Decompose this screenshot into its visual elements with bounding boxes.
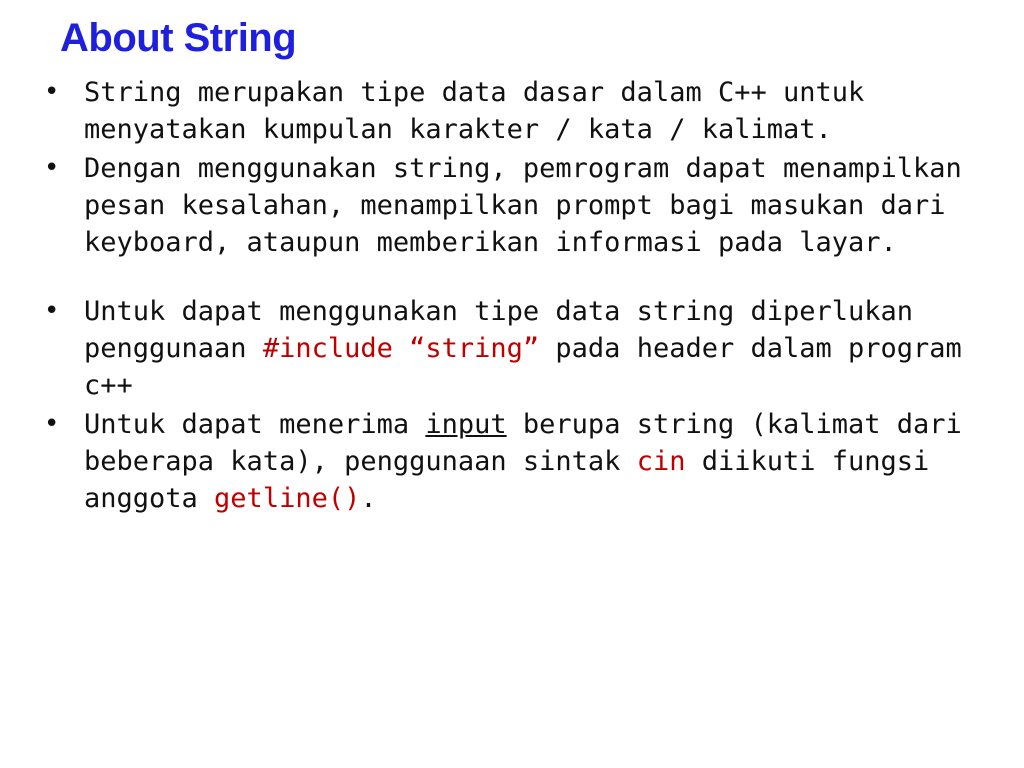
input-underlined: input bbox=[425, 409, 507, 440]
slide-title: About String bbox=[60, 16, 297, 60]
include-directive: #include “string” bbox=[262, 333, 540, 364]
bullet-dot-icon: • bbox=[44, 409, 60, 439]
bullet-dot-icon: • bbox=[44, 153, 60, 183]
bullet-dot-icon: • bbox=[44, 77, 60, 107]
bullet-dot-icon: • bbox=[44, 296, 60, 326]
bullet-item-1 bbox=[44, 74, 984, 148]
bullet-text: pada header dalam program c++ bbox=[84, 333, 962, 401]
bullet-text: Dengan menggunakan string, pemrogram dapat menampilkan pesan kesalahan, menampilkan prompt bagi masukan dari keyboard, ataupun memberikan informasi pada layar. bbox=[84, 153, 962, 258]
bullet-text: Untuk dapat menerima bbox=[84, 409, 426, 440]
bullet-item-3 bbox=[44, 293, 984, 404]
bullet-text: diikuti fungsi anggota bbox=[84, 446, 930, 514]
bullet-item-4 bbox=[44, 406, 984, 517]
bullet-text: berupa string (kalimat dari beberapa kata), penggunaan sintak bbox=[84, 409, 962, 477]
bullet-item-2 bbox=[44, 150, 984, 261]
cin-keyword: cin bbox=[636, 446, 686, 477]
bullet-list bbox=[44, 74, 984, 519]
bullet-text: . bbox=[360, 483, 377, 514]
bullet-text: String merupakan tipe data dasar dalam C++ untuk menyatakan kumpulan karakter / kata / kalimat. bbox=[84, 77, 865, 145]
getline-function: getline() bbox=[214, 483, 361, 514]
bullet-text: Untuk dapat menggunakan tipe data string diperlukan penggunaan bbox=[84, 296, 914, 364]
